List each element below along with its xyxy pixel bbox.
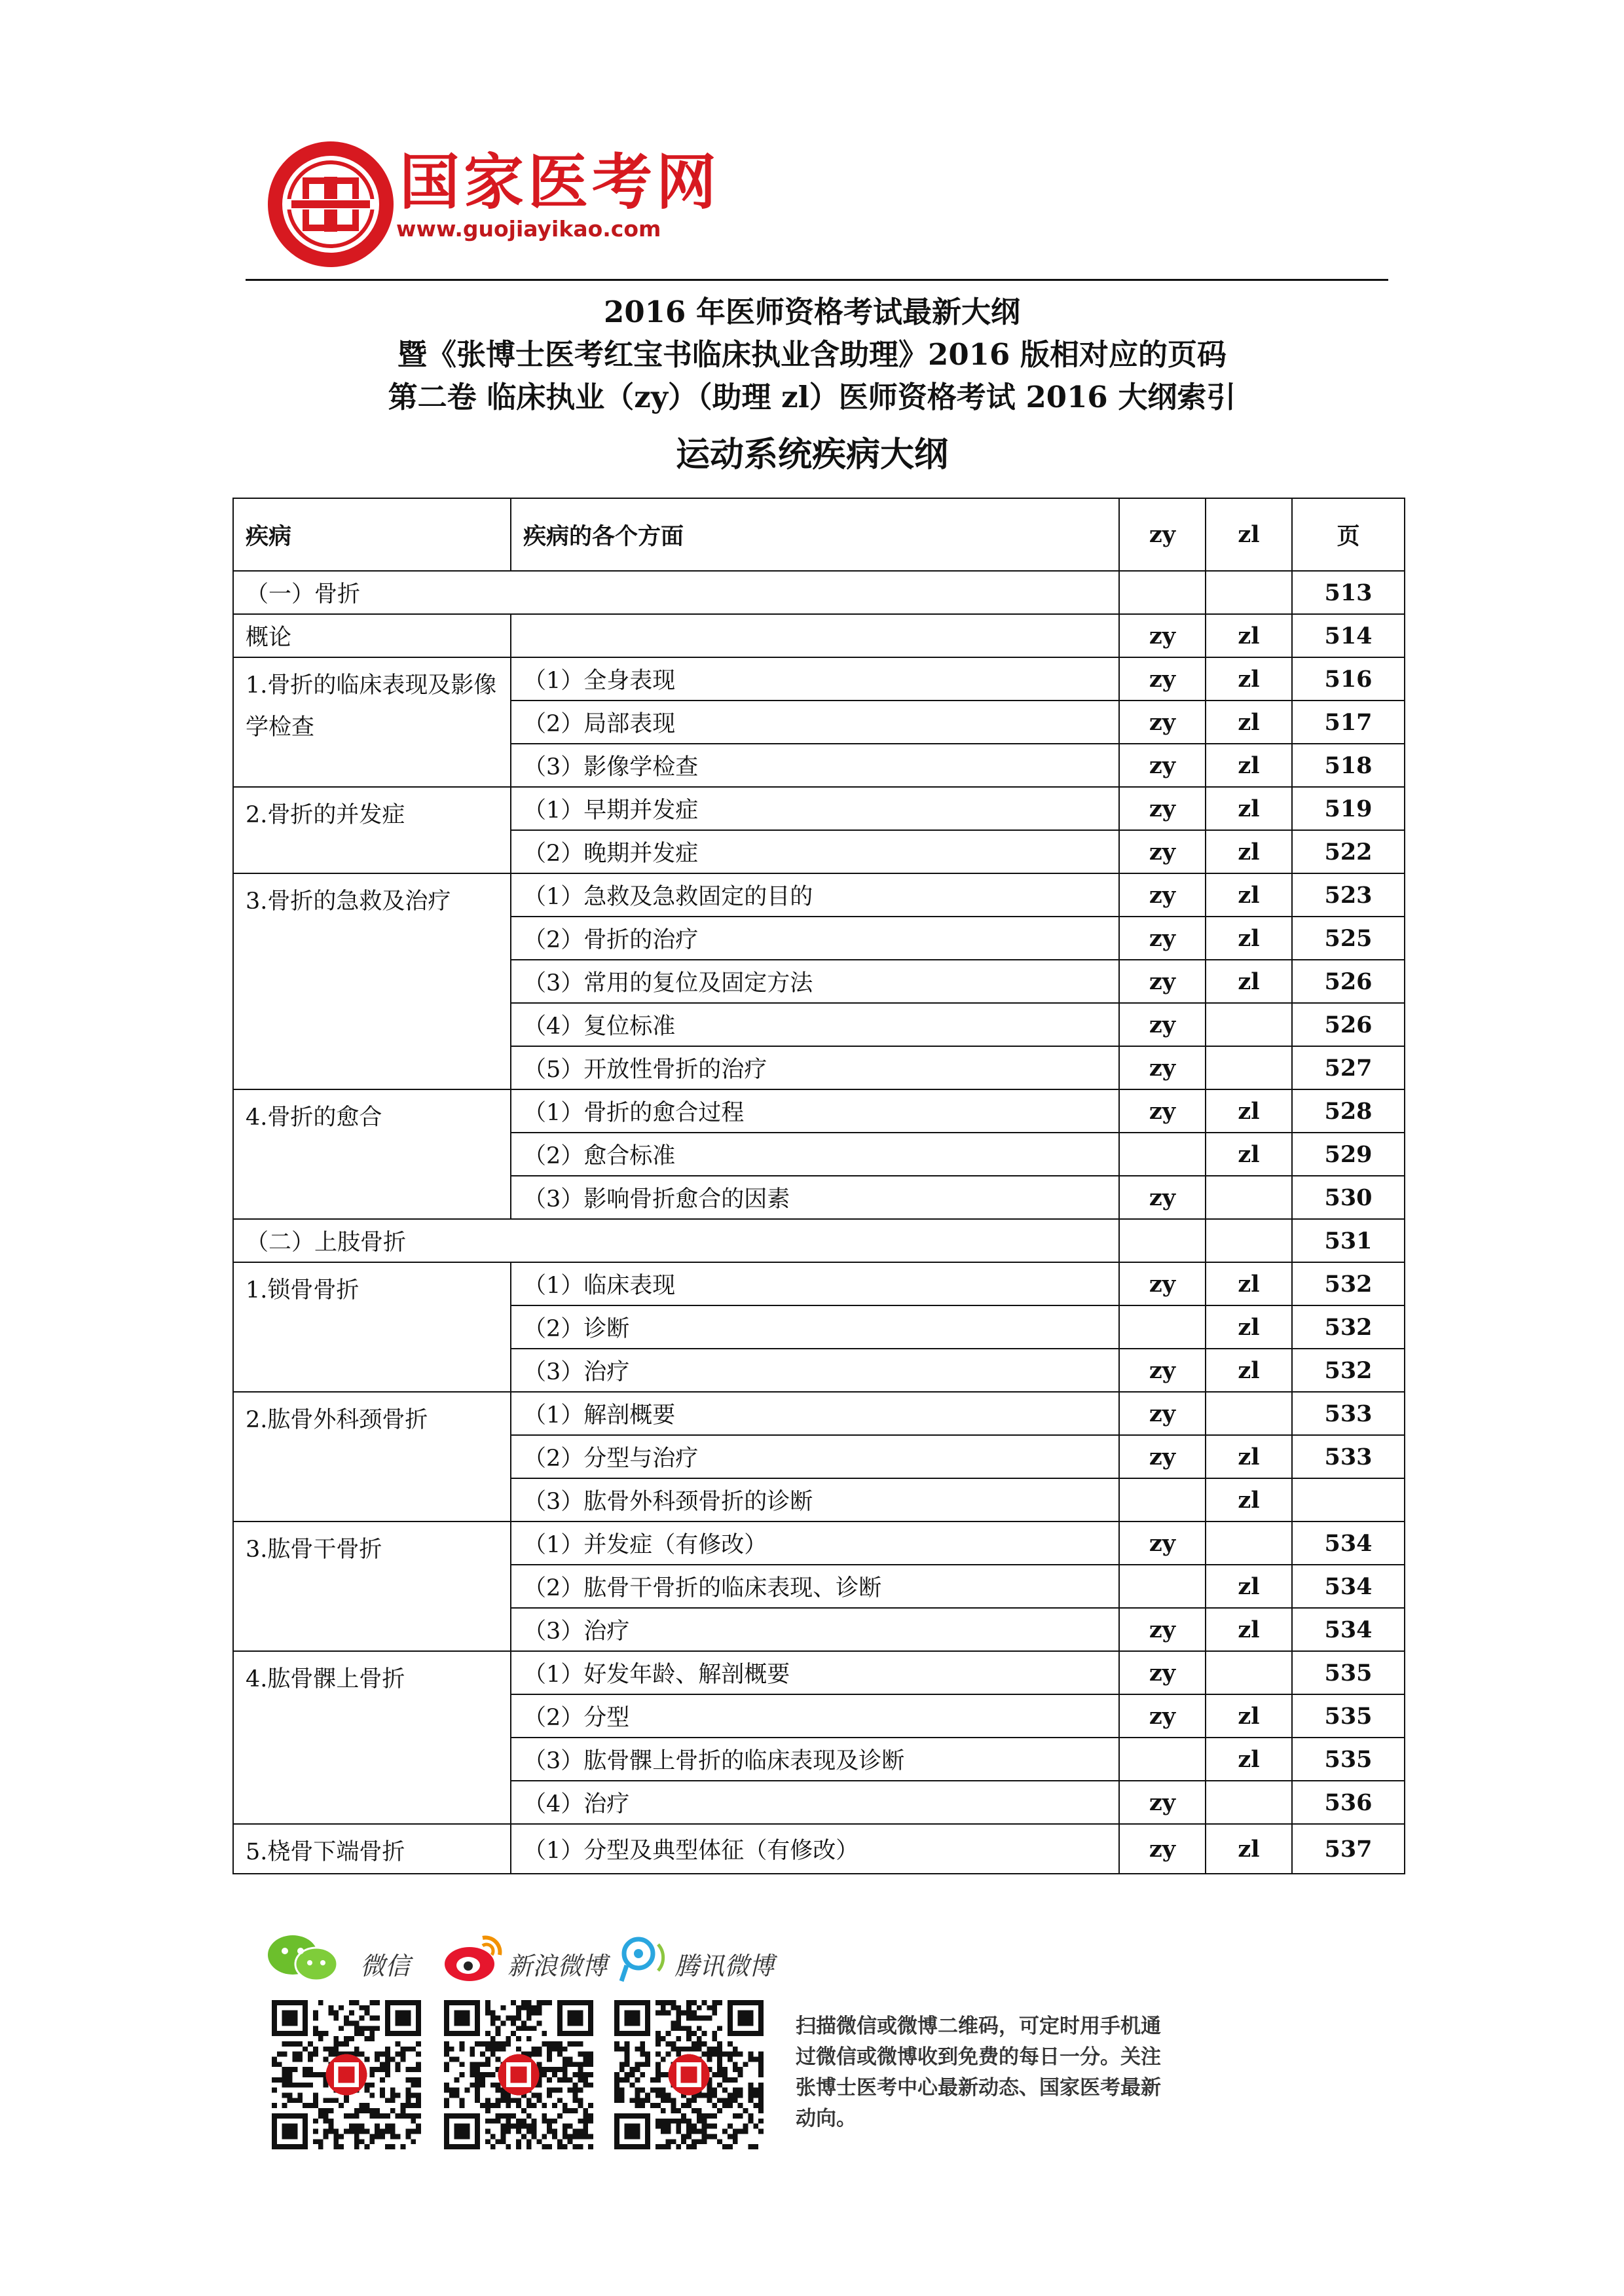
zl-cell [1206, 1522, 1292, 1565]
zl-cell [1206, 1176, 1292, 1219]
zy-cell: zy [1119, 1651, 1206, 1694]
zl-cell [1206, 1781, 1292, 1824]
aspect-cell: （1）临床表现 [511, 1262, 1119, 1305]
zl-cell: zl [1206, 1478, 1292, 1522]
zl-cell: zl [1206, 1824, 1292, 1874]
zl-cell: zl [1206, 830, 1292, 873]
aspect-cell: （2）愈合标准 [511, 1133, 1119, 1176]
aspect-cell: （2）诊断 [511, 1305, 1119, 1349]
zl-cell: zl [1206, 1089, 1292, 1133]
aspect-cell: （1）早期并发症 [511, 787, 1119, 830]
wechat-icon [265, 1931, 344, 1984]
table-row [233, 657, 1405, 701]
aspect-cell: （1）骨折的愈合过程 [511, 1089, 1119, 1133]
page-cell: 530 [1292, 1176, 1405, 1219]
page-cell: 535 [1292, 1738, 1405, 1781]
aspect-cell: （3）肱骨外科颈骨折的诊断 [511, 1478, 1119, 1522]
aspect-cell: （3）常用的复位及固定方法 [511, 960, 1119, 1003]
zl-cell [1206, 1046, 1292, 1089]
aspect-cell: （2）局部表现 [511, 701, 1119, 744]
page-cell: 535 [1292, 1694, 1405, 1738]
wechat-label: 微信 [360, 1952, 411, 1980]
tencent-qr-code[interactable] [614, 2000, 764, 2149]
zy-cell: zy [1119, 1089, 1206, 1133]
page-cell: 518 [1292, 744, 1405, 787]
header-page: 页 [1292, 498, 1405, 571]
zy-cell: zy [1119, 830, 1206, 873]
page-cell: 535 [1292, 1651, 1405, 1694]
header-aspects: 疾病的各个方面 [511, 498, 1119, 571]
zl-cell: zl [1206, 701, 1292, 744]
weibo-qr-code[interactable] [444, 2000, 593, 2149]
aspect-cell: （2）晚期并发症 [511, 830, 1119, 873]
zl-cell: zl [1206, 1738, 1292, 1781]
site-logo [265, 139, 721, 276]
zy-cell: zy [1119, 1781, 1206, 1824]
disease-name: 5.桡骨下端骨折 [233, 1824, 511, 1874]
zl-cell: zl [1206, 614, 1292, 657]
zy-cell: zy [1119, 1608, 1206, 1651]
title-line-3: 第二卷 临床执业（zy）（助理 zl）医师资格考试 2016 大纲索引 [388, 380, 1236, 414]
tencent-weibo-icon [612, 1931, 674, 1984]
zy-cell: zy [1119, 1003, 1206, 1046]
zy-cell: zy [1119, 657, 1206, 701]
emblem-icon [265, 139, 396, 270]
zy-cell: zy [1119, 1046, 1206, 1089]
aspect-cell: （5）开放性骨折的治疗 [511, 1046, 1119, 1089]
page-cell: 513 [1292, 571, 1405, 614]
weibo-label: 新浪微博 [507, 1952, 608, 1980]
wechat-social [265, 1931, 429, 1984]
page-cell: 532 [1292, 1262, 1405, 1305]
disease-name: 4.肱骨髁上骨折 [233, 1651, 511, 1824]
aspect-cell: （3）治疗 [511, 1608, 1119, 1651]
zl-cell: zl [1206, 917, 1292, 960]
zy-cell: zy [1119, 873, 1206, 917]
title-line-2: 暨《张博士医考红宝书临床执业含助理》2016 版相对应的页码 [397, 337, 1227, 372]
disease-name: 2.肱骨外科颈骨折 [233, 1392, 511, 1522]
table-row [233, 1522, 1405, 1565]
header-zl: zl [1206, 498, 1292, 571]
page-cell: 526 [1292, 960, 1405, 1003]
aspect-cell: （4）治疗 [511, 1781, 1119, 1824]
disease-name: 4.骨折的愈合 [233, 1089, 511, 1219]
aspect-cell: （3）影像学检查 [511, 744, 1119, 787]
zy-cell: zy [1119, 917, 1206, 960]
zl-cell [1206, 1219, 1292, 1262]
footer [262, 1931, 1179, 2154]
section-title: 运动系统疾病大纲 [675, 435, 948, 475]
page-cell: 514 [1292, 614, 1405, 657]
zl-cell [1206, 1651, 1292, 1694]
disease-name: 2.骨折的并发症 [233, 787, 511, 873]
zy-cell: zy [1119, 1522, 1206, 1565]
page-cell: 528 [1292, 1089, 1405, 1133]
table-row [233, 614, 1405, 657]
page-cell: 532 [1292, 1349, 1405, 1392]
zy-cell [1119, 1219, 1206, 1262]
zy-cell: zy [1119, 787, 1206, 830]
zl-cell: zl [1206, 960, 1292, 1003]
zl-cell [1206, 571, 1292, 614]
page-cell: 519 [1292, 787, 1405, 830]
zy-cell [1119, 1565, 1206, 1608]
zy-cell [1119, 571, 1206, 614]
zy-cell [1119, 1478, 1206, 1522]
header-zy: zy [1119, 498, 1206, 571]
zy-cell: zy [1119, 701, 1206, 744]
page-cell: 517 [1292, 701, 1405, 744]
aspect-cell: （1）并发症（有修改） [511, 1522, 1119, 1565]
zl-cell: zl [1206, 1349, 1292, 1392]
zy-cell: zy [1119, 1435, 1206, 1478]
table-row [233, 1824, 1405, 1874]
zy-cell [1119, 1305, 1206, 1349]
disease-name: 3.肱骨干骨折 [233, 1522, 511, 1651]
zl-cell [1206, 1003, 1292, 1046]
zl-cell [1206, 1392, 1292, 1435]
page-cell: 516 [1292, 657, 1405, 701]
table-row [233, 1089, 1405, 1133]
zl-cell: zl [1206, 873, 1292, 917]
table-row [233, 787, 1405, 830]
aspect-cell: （3）影响骨折愈合的因素 [511, 1176, 1119, 1219]
header-divider [246, 279, 1388, 281]
zy-cell: zy [1119, 744, 1206, 787]
page-cell: 522 [1292, 830, 1405, 873]
page-cell [1292, 1478, 1405, 1522]
zy-cell [1119, 1738, 1206, 1781]
logo-url: www.guojiayikao.com [396, 216, 661, 242]
aspect-cell: （4）复位标准 [511, 1003, 1119, 1046]
aspect-cell: （1）全身表现 [511, 657, 1119, 701]
zl-cell: zl [1206, 1565, 1292, 1608]
zy-cell: zy [1119, 960, 1206, 1003]
section-label: （二）上肢骨折 [233, 1219, 1119, 1262]
aspect-cell: （2）分型 [511, 1694, 1119, 1738]
table-row [233, 1262, 1405, 1305]
section-label: （一）骨折 [233, 571, 1119, 614]
zl-cell: zl [1206, 787, 1292, 830]
page-cell: 534 [1292, 1565, 1405, 1608]
tencent-label: 腾讯微博 [674, 1952, 775, 1980]
title-line-1: 2016 年医师资格考试最新大纲 [604, 295, 1020, 329]
zl-cell: zl [1206, 1694, 1292, 1738]
aspect-cell: （3）肱骨髁上骨折的临床表现及诊断 [511, 1738, 1119, 1781]
logo-title: 国家医考网 [399, 147, 721, 217]
footer-note: 扫描微信或微博二维码，可定时用手机通过微信或微博收到免费的每日一分。关注张博士医考中心最新动态、国家医考最新动向。 [796, 2014, 1161, 2130]
weibo-icon [442, 1931, 504, 1984]
wechat-qr-code[interactable] [272, 2000, 421, 2149]
disease-name: 1.锁骨骨折 [233, 1262, 511, 1392]
page-cell: 534 [1292, 1522, 1405, 1565]
zl-cell: zl [1206, 1608, 1292, 1651]
page-cell: 536 [1292, 1781, 1405, 1824]
disease-name: 概论 [233, 614, 511, 657]
aspect-cell: （1）解剖概要 [511, 1392, 1119, 1435]
aspect-cell: （2）骨折的治疗 [511, 917, 1119, 960]
tencent-social [612, 1931, 809, 1984]
zl-cell: zl [1206, 1305, 1292, 1349]
aspect-cell: （2）肱骨干骨折的临床表现、诊断 [511, 1565, 1119, 1608]
zy-cell: zy [1119, 1349, 1206, 1392]
section-row [233, 1219, 1405, 1262]
page-cell: 525 [1292, 917, 1405, 960]
page-cell: 532 [1292, 1305, 1405, 1349]
page-cell: 537 [1292, 1824, 1405, 1874]
zy-cell: zy [1119, 1694, 1206, 1738]
zl-cell: zl [1206, 657, 1292, 701]
zy-cell: zy [1119, 614, 1206, 657]
zy-cell: zy [1119, 1176, 1206, 1219]
page-cell: 534 [1292, 1608, 1405, 1651]
zl-cell: zl [1206, 1133, 1292, 1176]
outline-table [232, 498, 1405, 1874]
page-cell: 529 [1292, 1133, 1405, 1176]
zl-cell: zl [1206, 1262, 1292, 1305]
table-row [233, 1651, 1405, 1694]
disease-name: 3.骨折的急救及治疗 [233, 873, 511, 1089]
zy-cell: zy [1119, 1392, 1206, 1435]
header-disease: 疾病 [233, 498, 511, 571]
aspect-cell: （2）分型与治疗 [511, 1435, 1119, 1478]
disease-name: 1.骨折的临床表现及影像学检查 [233, 657, 511, 787]
table-row [233, 873, 1405, 917]
aspect-cell: （1）急救及急救固定的目的 [511, 873, 1119, 917]
zy-cell: zy [1119, 1824, 1206, 1874]
zl-cell: zl [1206, 1435, 1292, 1478]
aspect-cell: （3）治疗 [511, 1349, 1119, 1392]
section-row [233, 571, 1405, 614]
table-header-row [233, 498, 1405, 571]
zy-cell: zy [1119, 1262, 1206, 1305]
zl-cell: zl [1206, 744, 1292, 787]
aspect-cell: （1）分型及典型体征（有修改） [511, 1824, 1119, 1874]
page-cell: 527 [1292, 1046, 1405, 1089]
page-cell: 523 [1292, 873, 1405, 917]
page-cell: 531 [1292, 1219, 1405, 1262]
page-cell: 533 [1292, 1435, 1405, 1478]
table-row [233, 1392, 1405, 1435]
aspect-cell: （1）好发年龄、解剖概要 [511, 1651, 1119, 1694]
page-cell: 533 [1292, 1392, 1405, 1435]
zy-cell [1119, 1133, 1206, 1176]
weibo-social [442, 1931, 638, 1984]
page-cell: 526 [1292, 1003, 1405, 1046]
aspect-cell [511, 614, 1119, 657]
